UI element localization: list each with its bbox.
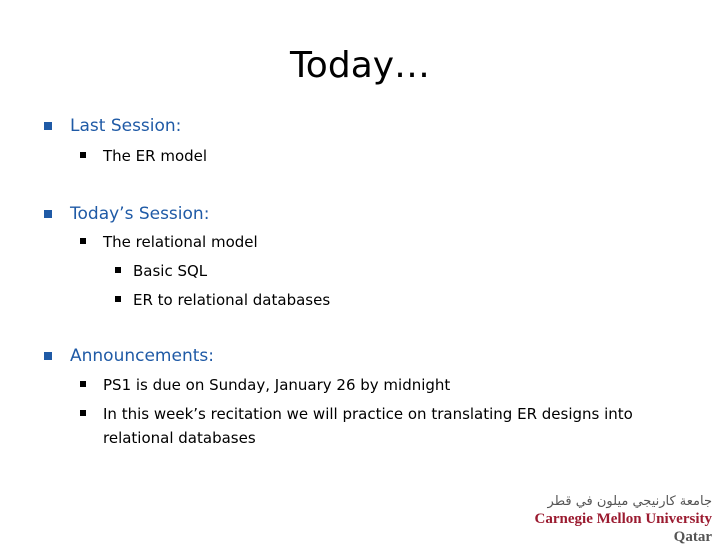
bullet-icon <box>80 238 86 244</box>
section-heading-todays-session: Today’s Session: <box>70 204 210 224</box>
bullet-item-line1: In this week’s recitation we will practice on translating ER designs into <box>103 405 633 423</box>
bullet-icon <box>115 296 121 302</box>
section-heading-announcements: Announcements: <box>70 346 214 366</box>
bullet-icon <box>115 267 121 273</box>
bullet-item: PS1 is due on Sunday, January 26 by midnight <box>103 376 451 394</box>
bullet-icon <box>44 122 52 130</box>
sub-bullet-item: ER to relational databases <box>133 291 331 309</box>
cmu-qatar-logo <box>522 494 712 545</box>
bullet-item: The relational model <box>103 233 258 251</box>
bullet-icon <box>44 352 52 360</box>
logo-name-suffix: Qatar <box>673 529 712 545</box>
bullet-icon <box>80 381 86 387</box>
logo-english-text <box>522 510 712 546</box>
section-heading-last-session: Last Session: <box>70 116 182 136</box>
bullet-icon <box>80 410 86 416</box>
slide-title: Today… <box>289 45 431 86</box>
bullet-item: The ER model <box>103 147 208 165</box>
bullet-icon <box>44 210 52 218</box>
sub-bullet-item: Basic SQL <box>133 262 208 280</box>
logo-name-main: Carnegie Mellon University <box>534 511 712 527</box>
logo-arabic-text: جامعة كارنيجي ميلون في قطر <box>547 494 712 509</box>
bullet-icon <box>80 152 86 158</box>
bullet-item-line2: relational databases <box>103 429 256 447</box>
